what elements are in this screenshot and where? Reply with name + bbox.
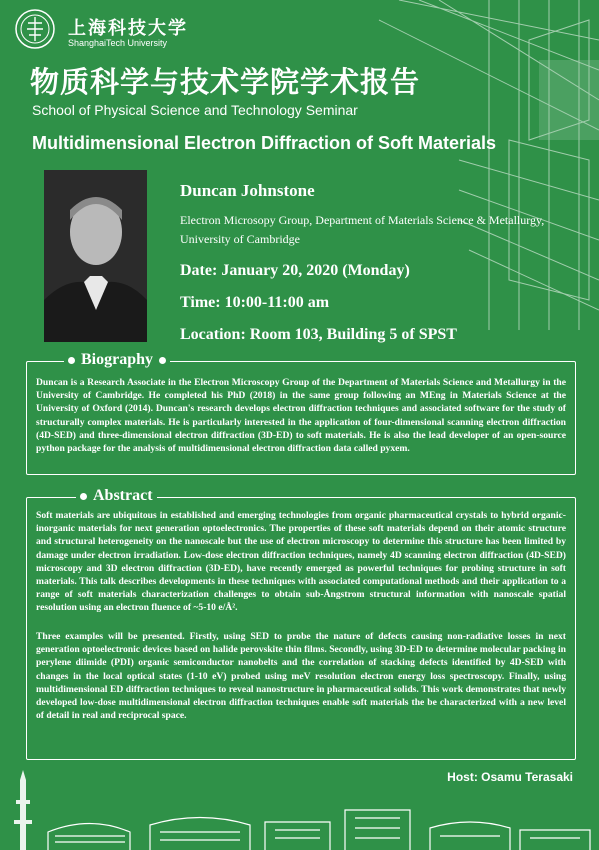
abstract-paragraph-2: Three examples will be presented. Firstly, using SED to probe the nature of defects causing non-radiative losses in next generation optoelectronic devices based on halide perovskite thin films. Secondly, using 3D-ED to determine molecular packing in perylene diimide (PDI) organic semiconductor nanobelts and the correlation of stacking defects identified by 4D-SED with changes in the local optical states (1-10 eV) probed using meV resolution electron energy loss spectroscopy. Finally, using multidimensional ED diffraction techniques to reveal nanostructure in pharmaceutical solids. This work demonstrates that newly developed low-dose multidimensional electron diffraction techniques enable soft materials the be characterized with a new level of detail in real and reciprocal space. xyxy=(36,631,566,722)
biography-heading-label: Biography xyxy=(81,351,154,368)
university-name-cn: 上海科技大学 xyxy=(68,18,188,39)
seminar-title-cn: 物质科学与技术学院学术报告 xyxy=(30,65,421,99)
abstract-paragraph-1: Soft materials are ubiquitous in established and emerging technologies from organic pharmaceutical crystals to hybrid organic-inorganic materials for next generation optoelectronics. The properties of these soft materials depend on their atomic structure and structural heterogeneity on the nanoscale but the use of electron microscopy to determine this structure has been limited by damage under electron irradiation. Low-dose electron diffraction techniques, namely 4D scanning electron diffraction (4D-SED) microscopy and 3D electron diffraction (3D-ED), have recently emerged as powerful techniques for probing structure in soft materials. This talk describes developments in these techniques with associated computational methods and their application to a range of soft materials characterization challenges to obtain sub-Ångstrom structural information with nanoscale spatial resolution using an electron fluence of ~5-10 e/Å². xyxy=(36,510,566,614)
talk-date: Date: January 20, 2020 (Monday) xyxy=(180,262,410,279)
abstract-heading-label: Abstract xyxy=(93,487,153,504)
bullet-dot xyxy=(80,493,87,500)
university-name-en: ShanghaiTech University xyxy=(68,38,168,48)
biography-text: Duncan is a Research Associate in the Electron Microscopy Group of the Department of Materials Science and Metallurgy in the University of Cambridge. He completed his PhD (2018) in the same group following an MEng in Materials Science at the University of Oxford (2014). Duncan's research develops electron diffraction techniques and associated software for the study of structurally complex materials. He is particularly interested in the application of four-dimensional scanning electron diffraction (4D-SED) and three-dimensional electron diffraction (3D-ED) to soft materials. He is also the lead developer of an open-source python package for the analysis of multidimensional electron diffraction data called pyxem. xyxy=(36,377,566,455)
speaker-photo xyxy=(44,170,147,342)
biography-heading xyxy=(64,351,170,369)
abstract-heading xyxy=(76,487,157,505)
talk-time: Time: 10:00-11:00 am xyxy=(180,294,330,311)
campus-skyline-decoration xyxy=(0,770,599,850)
building-sketch-decoration xyxy=(339,0,599,330)
speaker-affiliation: Electron Microsopy Group, Department of Materials Science & Metallurgy, University of Cambridge xyxy=(180,213,545,246)
bullet-dot xyxy=(68,357,75,364)
speaker-name: Duncan Johnstone xyxy=(180,181,315,200)
university-logo xyxy=(14,8,56,50)
host-name: Host: Osamu Terasaki xyxy=(447,770,573,784)
bullet-dot xyxy=(159,357,166,364)
seminar-title-en: School of Physical Science and Technology Seminar xyxy=(32,102,358,118)
talk-title: Multidimensional Electron Diffraction of Soft Materials xyxy=(32,133,497,153)
talk-location: Location: Room 103, Building 5 of SPST xyxy=(180,326,457,343)
